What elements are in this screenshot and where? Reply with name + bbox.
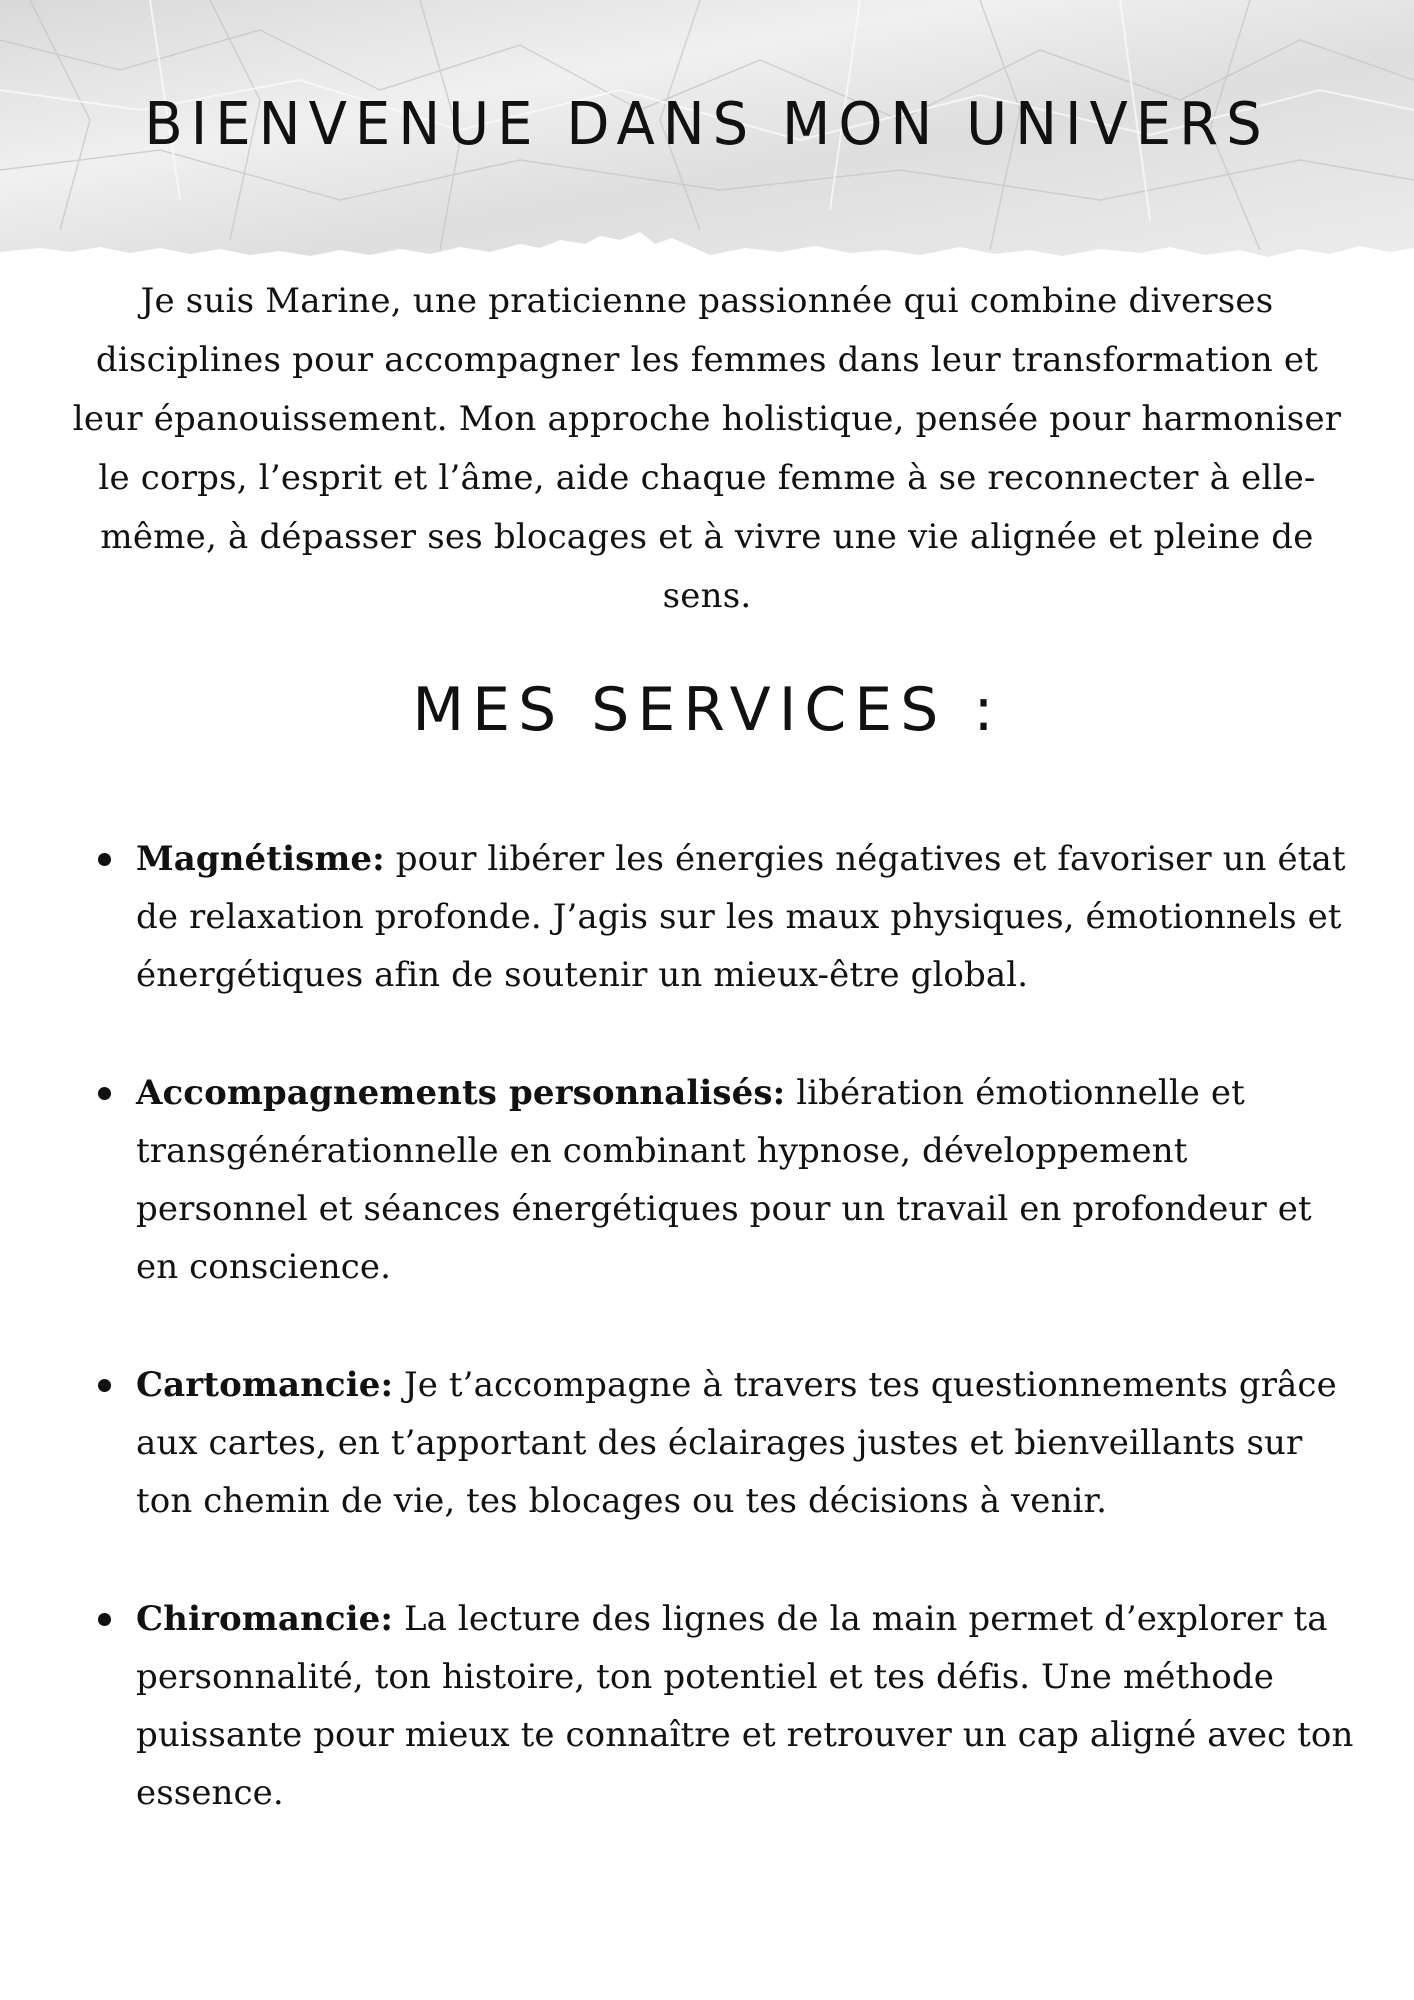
service-term: Magnétisme: — [136, 839, 385, 879]
services-heading: MES SERVICES : — [412, 675, 1002, 745]
bullet-icon — [98, 1087, 111, 1100]
crumpled-paper-banner — [0, 0, 1414, 262]
bullet-icon — [98, 853, 111, 866]
service-item-accompagnements — [96, 1064, 1356, 1296]
service-description: Je t’accompagne à travers tes questionnements grâce aux cartes, en t’apportant des éclairages justes et bienveillants sur ton chemin de vie, tes blocages ou tes décisions à venir. — [136, 1365, 1337, 1521]
service-term: Cartomancie: — [136, 1365, 394, 1405]
bullet-icon — [98, 1379, 111, 1392]
service-item-cartomancie — [96, 1356, 1356, 1530]
service-term: Accompagnements personnalisés: — [136, 1073, 786, 1113]
service-term: Chiromancie: — [136, 1599, 394, 1639]
bullet-icon — [98, 1613, 111, 1626]
service-description: La lecture des lignes de la main permet d’explorer ta personnalité, ton histoire, ton potentiel et tes défis. Une méthode puissante pour mieux te connaître et retrouver un cap aligné avec ton essence. — [136, 1599, 1354, 1813]
service-description: libération émotionnelle et transgénérationnelle en combinant hypnose, développement personnel et séances énergétiques pour un travail en profondeur et en conscience. — [136, 1073, 1312, 1287]
service-item-chiromancie — [96, 1590, 1356, 1822]
service-description: pour libérer les énergies négatives et favoriser un état de relaxation profonde. J’agis sur les maux physiques, émotionnels et énergétiques afin de soutenir un mieux-être global. — [136, 839, 1346, 995]
page-title: BIENVENUE DANS MON UNIVERS — [144, 90, 1270, 159]
intro-paragraph: Je suis Marine, une praticienne passionnée qui combine diverses disciplines pour accompagner les femmes dans leur transformation et leur épanouissement. Mon approche holistique, pensée pour harmoniser le corps, l’esprit et l’âme, aide chaque femme à se reconnecter à elle-même, à dépasser ses blocages et à vivre une vie alignée et pleine de sens. — [72, 281, 1342, 616]
service-item-magnetisme — [96, 830, 1356, 1004]
services-list — [96, 830, 1356, 1882]
